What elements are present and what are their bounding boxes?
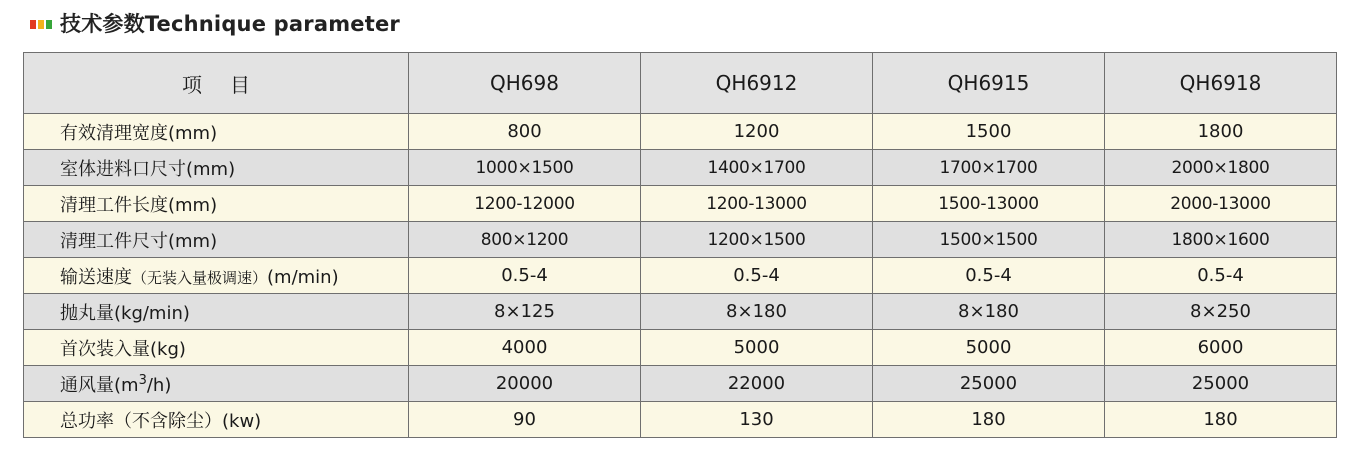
row-label-unit: (m/min): [267, 266, 339, 288]
table-row: [24, 222, 1337, 258]
table-cell: 1400×1700: [641, 150, 873, 186]
table-cell: 6000: [1105, 330, 1337, 366]
row-label: [24, 366, 409, 402]
green-square-icon: [46, 20, 52, 29]
table-row: [24, 150, 1337, 186]
row-label: 总功率（不含除尘）(kw): [24, 402, 409, 438]
row-label: 清理工件尺寸(mm): [24, 222, 409, 258]
row-label: 抛丸量(kg/min): [24, 294, 409, 330]
table-row: [24, 366, 1337, 402]
table-row: [24, 330, 1337, 366]
table-cell: 1000×1500: [409, 150, 641, 186]
table-cell: 1200×1500: [641, 222, 873, 258]
header-model: QH698: [409, 53, 641, 114]
row-label: 有效清理宽度(mm): [24, 114, 409, 150]
row-label: [24, 258, 409, 294]
table-cell: 0.5-4: [641, 258, 873, 294]
table-cell: 1200: [641, 114, 873, 150]
page-title: 技术参数Technique parameter: [60, 12, 400, 36]
table-cell: 90: [409, 402, 641, 438]
table-cell: 180: [1105, 402, 1337, 438]
table-cell: 0.5-4: [409, 258, 641, 294]
title-bar: [30, 8, 400, 38]
yellow-square-icon: [38, 20, 44, 29]
table-cell: 1700×1700: [873, 150, 1105, 186]
row-label-main: 通风量(m: [60, 374, 139, 396]
table-cell: 2000×1800: [1105, 150, 1337, 186]
table-cell: 20000: [409, 366, 641, 402]
table-cell: 1800×1600: [1105, 222, 1337, 258]
table-cell: 1500-13000: [873, 186, 1105, 222]
table-cell: 8×180: [873, 294, 1105, 330]
table-cell: 1500: [873, 114, 1105, 150]
header-item: 项目: [24, 53, 409, 114]
table-cell: 800: [409, 114, 641, 150]
row-label-main: 输送速度: [60, 266, 132, 288]
table-cell: 0.5-4: [873, 258, 1105, 294]
table-cell: 22000: [641, 366, 873, 402]
header-model: QH6915: [873, 53, 1105, 114]
table-cell: 25000: [1105, 366, 1337, 402]
table-cell: 1200-13000: [641, 186, 873, 222]
table-row: [24, 186, 1337, 222]
table-cell: 1800: [1105, 114, 1337, 150]
table-cell: 1500×1500: [873, 222, 1105, 258]
table-cell: 5000: [873, 330, 1105, 366]
table-cell: 4000: [409, 330, 641, 366]
table-header-row: [24, 53, 1337, 114]
table-row: [24, 258, 1337, 294]
row-label: 首次装入量(kg): [24, 330, 409, 366]
table-cell: 800×1200: [409, 222, 641, 258]
red-square-icon: [30, 20, 36, 29]
table-cell: 8×180: [641, 294, 873, 330]
header-model: QH6918: [1105, 53, 1337, 114]
title-bullet-icon: [30, 20, 52, 29]
row-label-superscript: 3: [138, 372, 147, 388]
table-cell: 5000: [641, 330, 873, 366]
table-cell: 180: [873, 402, 1105, 438]
table-cell: 25000: [873, 366, 1105, 402]
table-cell: 130: [641, 402, 873, 438]
table-cell: 1200-12000: [409, 186, 641, 222]
table-row: [24, 114, 1337, 150]
row-label-note: （无装入量极调速）: [132, 268, 268, 287]
header-model: QH6912: [641, 53, 873, 114]
parameter-table: [23, 52, 1337, 438]
table-cell: 8×125: [409, 294, 641, 330]
table-cell: 8×250: [1105, 294, 1337, 330]
table-cell: 0.5-4: [1105, 258, 1337, 294]
row-label: 清理工件长度(mm): [24, 186, 409, 222]
table-cell: 2000-13000: [1105, 186, 1337, 222]
table-row: [24, 402, 1337, 438]
table-row: [24, 294, 1337, 330]
row-label: 室体进料口尺寸(mm): [24, 150, 409, 186]
row-label-unit: /h): [146, 374, 172, 396]
